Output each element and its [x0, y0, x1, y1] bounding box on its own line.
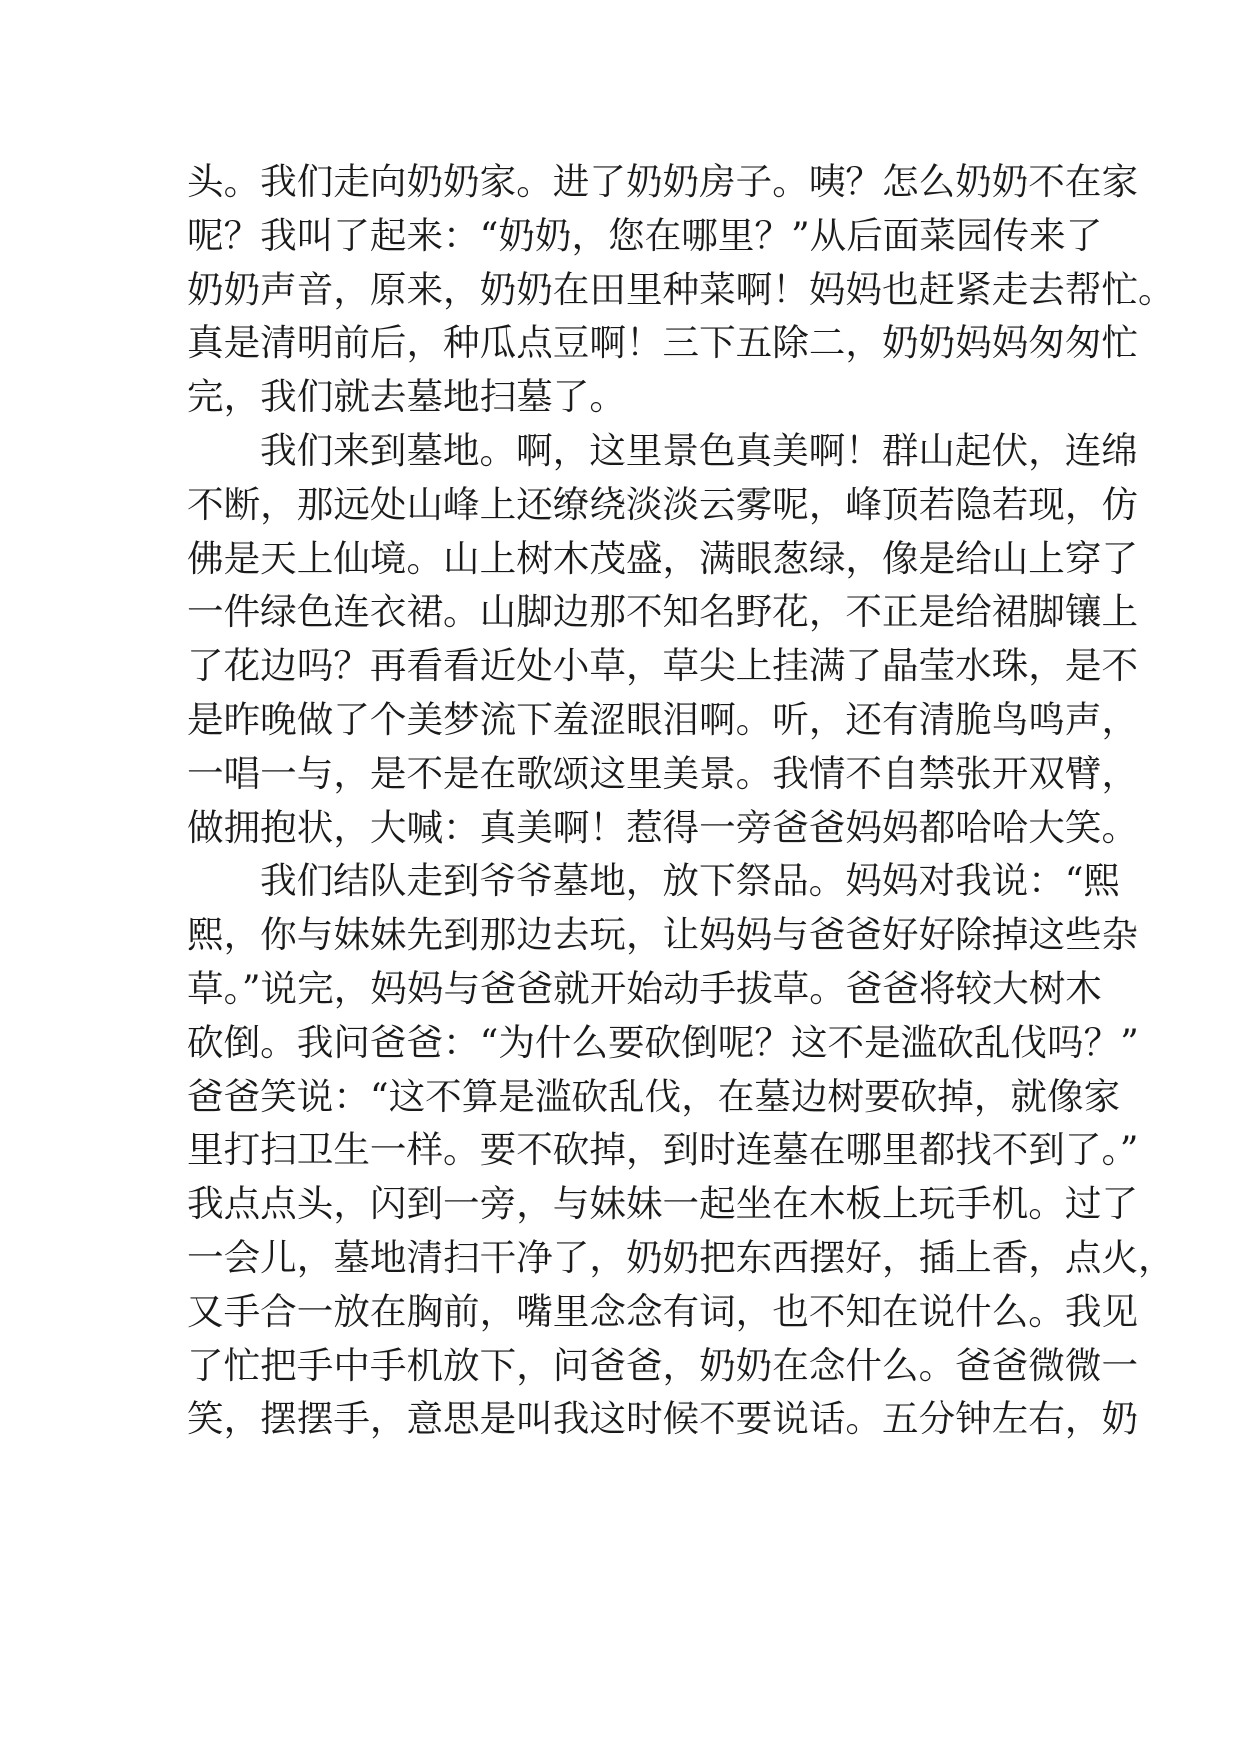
text-line: 做拥抱状，大喊：真美啊！惹得一旁爸爸妈妈都哈哈大笑。	[187, 805, 1139, 849]
paragraph-2	[187, 424, 1139, 854]
body-text	[187, 155, 1175, 1446]
text-line: 一会儿，墓地清扫干净了，奶奶把东西摆好，插上香，点火，	[187, 1235, 1175, 1279]
text-line: 一唱一与，是不是在歌颂这里美景。我情不自禁张开双臂，	[187, 751, 1139, 795]
text-line: 砍倒。我问爸爸：“为什么要砍倒呢？这不是滥砍乱伐吗？”	[187, 1020, 1139, 1064]
paragraph-1	[187, 155, 1175, 424]
text-line: 草。”说完，妈妈与爸爸就开始动手拔草。爸爸将较大树木	[187, 966, 1102, 1010]
text-line: 我点点头，闪到一旁，与妹妹一起坐在木板上玩手机。过了	[187, 1182, 1139, 1226]
text-line: 笑，摆摆手，意思是叫我这时候不要说话。五分钟左右，奶	[187, 1397, 1139, 1441]
text-line: 是昨晚做了个美梦流下羞涩眼泪啊。听，还有清脆鸟鸣声，	[187, 697, 1139, 741]
text-line: 完，我们就去墓地扫墓了。	[187, 375, 626, 419]
text-line: 一件绿色连衣裙。山脚边那不知名野花，不正是给裙脚镶上	[187, 590, 1139, 634]
text-line: 呢？我叫了起来：“奶奶，您在哪里？”从后面菜园传来了	[187, 213, 1103, 257]
text-line: 又手合一放在胸前，嘴里念念有词，也不知在说什么。我见	[187, 1289, 1139, 1333]
text-line: 奶奶声音，原来，奶奶在田里种菜啊！妈妈也赶紧走去帮忙。	[187, 267, 1175, 311]
text-line: 我们来到墓地。啊，这里景色真美啊！群山起伏，连绵	[260, 428, 1138, 472]
text-line: 不断，那远处山峰上还缭绕淡淡云雾呢，峰顶若隐若现，仿	[187, 482, 1139, 526]
paragraph-3	[187, 854, 1175, 1446]
text-line: 爸爸笑说：“这不算是滥砍乱伐，在墓边树要砍掉，就像家	[187, 1074, 1121, 1118]
text-line: 了忙把手中手机放下，问爸爸，奶奶在念什么。爸爸微微一	[187, 1343, 1139, 1387]
text-line: 熙，你与妹妹先到那边去玩，让妈妈与爸爸好好除掉这些杂	[187, 913, 1139, 957]
text-line: 里打扫卫生一样。要不砍掉，到时连墓在哪里都找不到了。”	[187, 1128, 1139, 1172]
text-line: 我们结队走到爷爷墓地，放下祭品。妈妈对我说：“熙	[260, 859, 1120, 903]
text-line: 真是清明前后，种瓜点豆啊！三下五除二，奶奶妈妈匆匆忙	[187, 321, 1139, 365]
text-line: 头。我们走向奶奶家。进了奶奶房子。咦？怎么奶奶不在家	[187, 160, 1139, 203]
text-line: 佛是天上仙境。山上树木茂盛，满眼葱绿，像是给山上穿了	[187, 536, 1139, 580]
text-line: 了花边吗？再看看近处小草，草尖上挂满了晶莹水珠，是不	[187, 644, 1139, 688]
